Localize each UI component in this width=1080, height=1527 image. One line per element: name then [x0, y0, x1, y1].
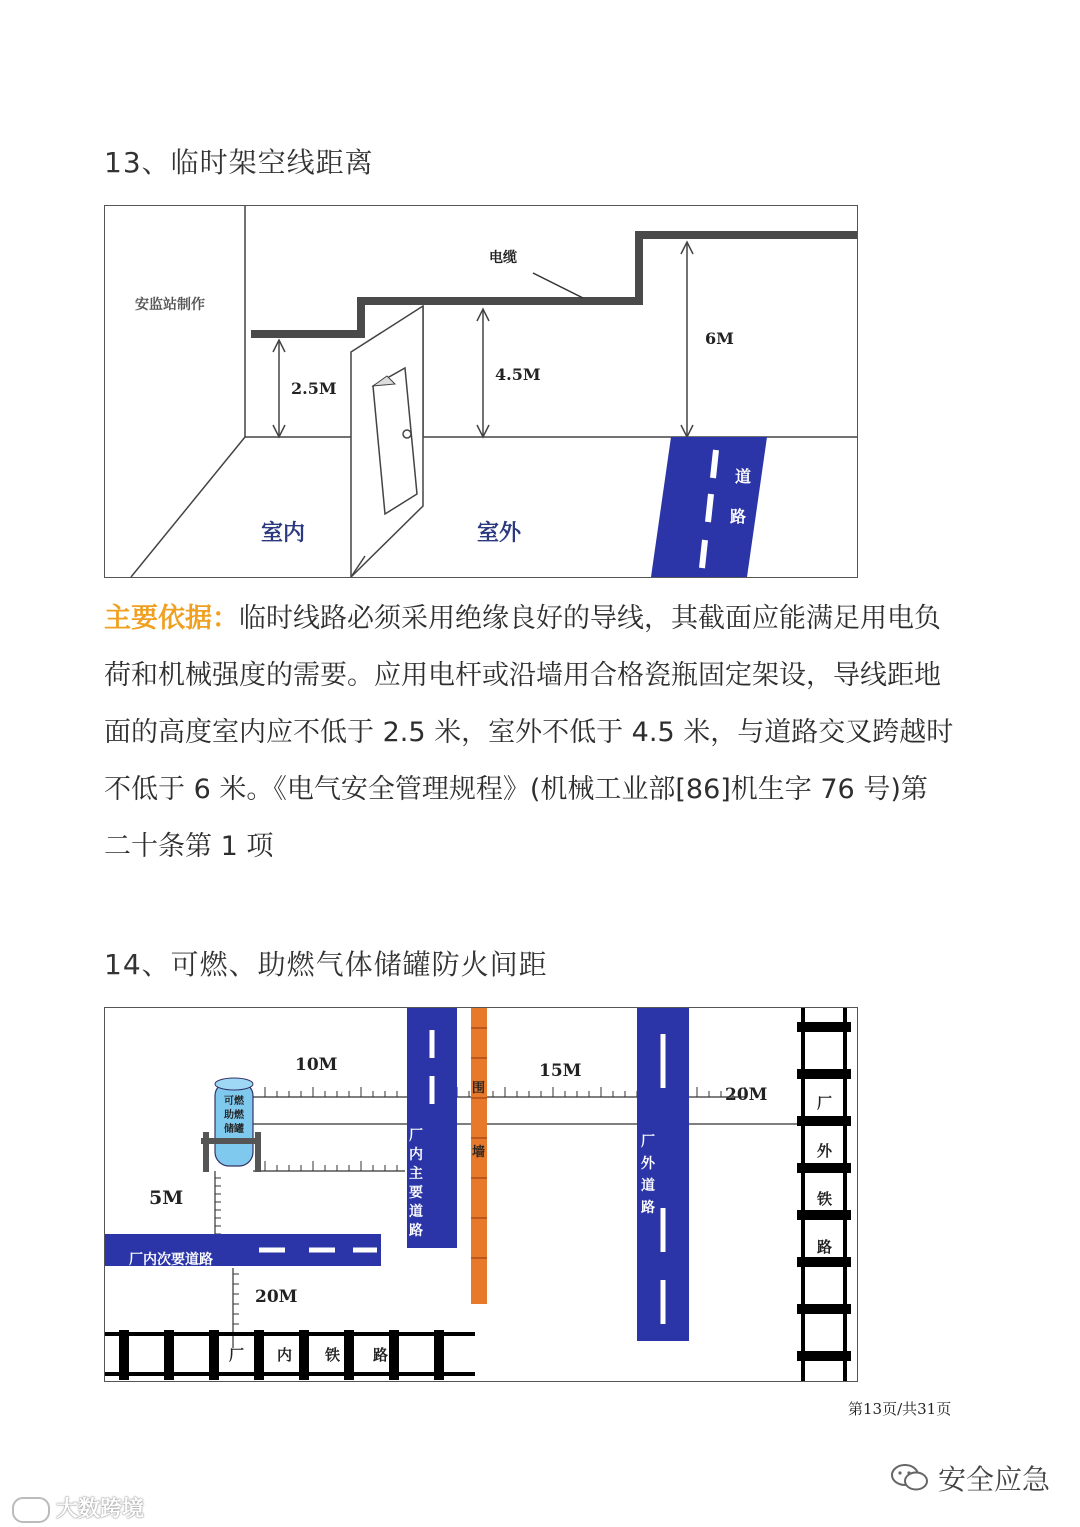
rail-sleeper	[344, 1330, 354, 1380]
distance-5m: 5M	[149, 1187, 184, 1209]
rail-sleeper	[434, 1330, 444, 1380]
rail-sleeper	[389, 1330, 399, 1380]
rail-sleeper	[797, 1163, 851, 1173]
inner-rail-char: 厂	[229, 1346, 245, 1364]
outer-road-char: 道	[641, 1178, 655, 1194]
wall-label-1: 围	[472, 1081, 486, 1096]
distance-20m-right: 20M	[725, 1085, 768, 1105]
distance-15m: 15M	[539, 1061, 582, 1081]
outer-road-char: 路	[641, 1200, 655, 1216]
watermark-left-text: 大数跨境	[56, 1497, 145, 1522]
rail-sleeper	[254, 1330, 264, 1380]
watermark-right-text: 安全应急	[938, 1463, 1051, 1496]
rail-sleeper	[797, 1069, 851, 1079]
basis-label: 主要依据：	[104, 603, 239, 634]
gas-tank-fire-spacing-diagram	[104, 1007, 858, 1382]
distance-20m-bottom: 20M	[255, 1287, 298, 1307]
overhead-line-diagram	[104, 205, 858, 578]
section-13-title: 13、临时架空线距离	[104, 146, 374, 179]
outer-road-char: 外	[641, 1156, 655, 1172]
outer-rail-char: 路	[817, 1238, 833, 1256]
road-label-1: 道	[735, 467, 752, 486]
inner-main-road-char: 主	[409, 1166, 423, 1182]
outer-rail-char: 铁	[817, 1190, 833, 1208]
rail-sleeper	[119, 1330, 129, 1380]
outer-road-char: 厂	[641, 1134, 655, 1150]
watermark-left	[12, 1492, 144, 1523]
height-outdoor-label: 4.5M	[495, 365, 541, 384]
distance-10m: 10M	[295, 1055, 338, 1075]
outdoor-label: 室外	[477, 520, 522, 546]
inner-rail-char: 铁	[325, 1346, 341, 1364]
watermark-logo-icon	[12, 1497, 50, 1523]
rail-sleeper	[797, 1022, 851, 1032]
page-number: 第13页/共31页	[848, 1400, 952, 1418]
inner-secondary-road-label: 厂内次要道路	[129, 1252, 213, 1268]
inner-rail-char: 内	[277, 1346, 293, 1364]
inner-main-road-char: 路	[409, 1223, 423, 1239]
height-indoor-label: 2.5M	[291, 379, 337, 398]
rail-sleeper	[164, 1330, 174, 1380]
road-label-2: 路	[730, 507, 747, 526]
wall-label-2: 墙	[472, 1145, 486, 1160]
height-road-label: 6M	[705, 329, 734, 348]
inner-main-road-char: 道	[409, 1204, 423, 1220]
inner-main-road-char: 要	[409, 1185, 423, 1201]
rail-sleeper	[797, 1257, 851, 1267]
watermark-right	[890, 1458, 1050, 1498]
rail-sleeper	[209, 1330, 219, 1380]
rail-sleeper	[797, 1351, 851, 1361]
wechat-icon	[890, 1463, 930, 1493]
tank-label-3: 储罐	[224, 1124, 244, 1135]
inner-main-road-char: 内	[409, 1147, 423, 1163]
inner-main-road-char: 厂	[409, 1128, 423, 1144]
fig1-watermark: 安监站制作	[135, 297, 205, 313]
cable-label: 电缆	[489, 250, 517, 266]
outer-rail-char: 外	[817, 1142, 833, 1160]
outer-rail-char: 厂	[817, 1094, 833, 1112]
tank-label-1: 可燃	[224, 1096, 244, 1107]
rail-sleeper	[797, 1116, 851, 1126]
rail-sleeper	[299, 1330, 309, 1380]
basis-text: 临时线路必须采用绝缘良好的导线，其截面应能满足用电负荷和机械强度的需要。应用电杆或沿墙用合格瓷瓶固定架设，导线距地面的高度室内应不低于 2.5 米，室外不低于 4.5 米，与道路交叉跨越时不低于 6 米。《电气安全管理规程》(机械工业部[86]机生字 76 号)第二十条第 1 项	[104, 603, 954, 862]
section-14-title: 14、可燃、助燃气体储罐防火间距	[104, 948, 548, 981]
basis-paragraph	[104, 590, 954, 875]
rail-sleeper	[797, 1304, 851, 1314]
rail-sleeper	[797, 1210, 851, 1220]
indoor-label: 室内	[261, 520, 306, 546]
tank-label-2: 助燃	[224, 1110, 244, 1121]
inner-rail-char: 路	[373, 1346, 389, 1364]
